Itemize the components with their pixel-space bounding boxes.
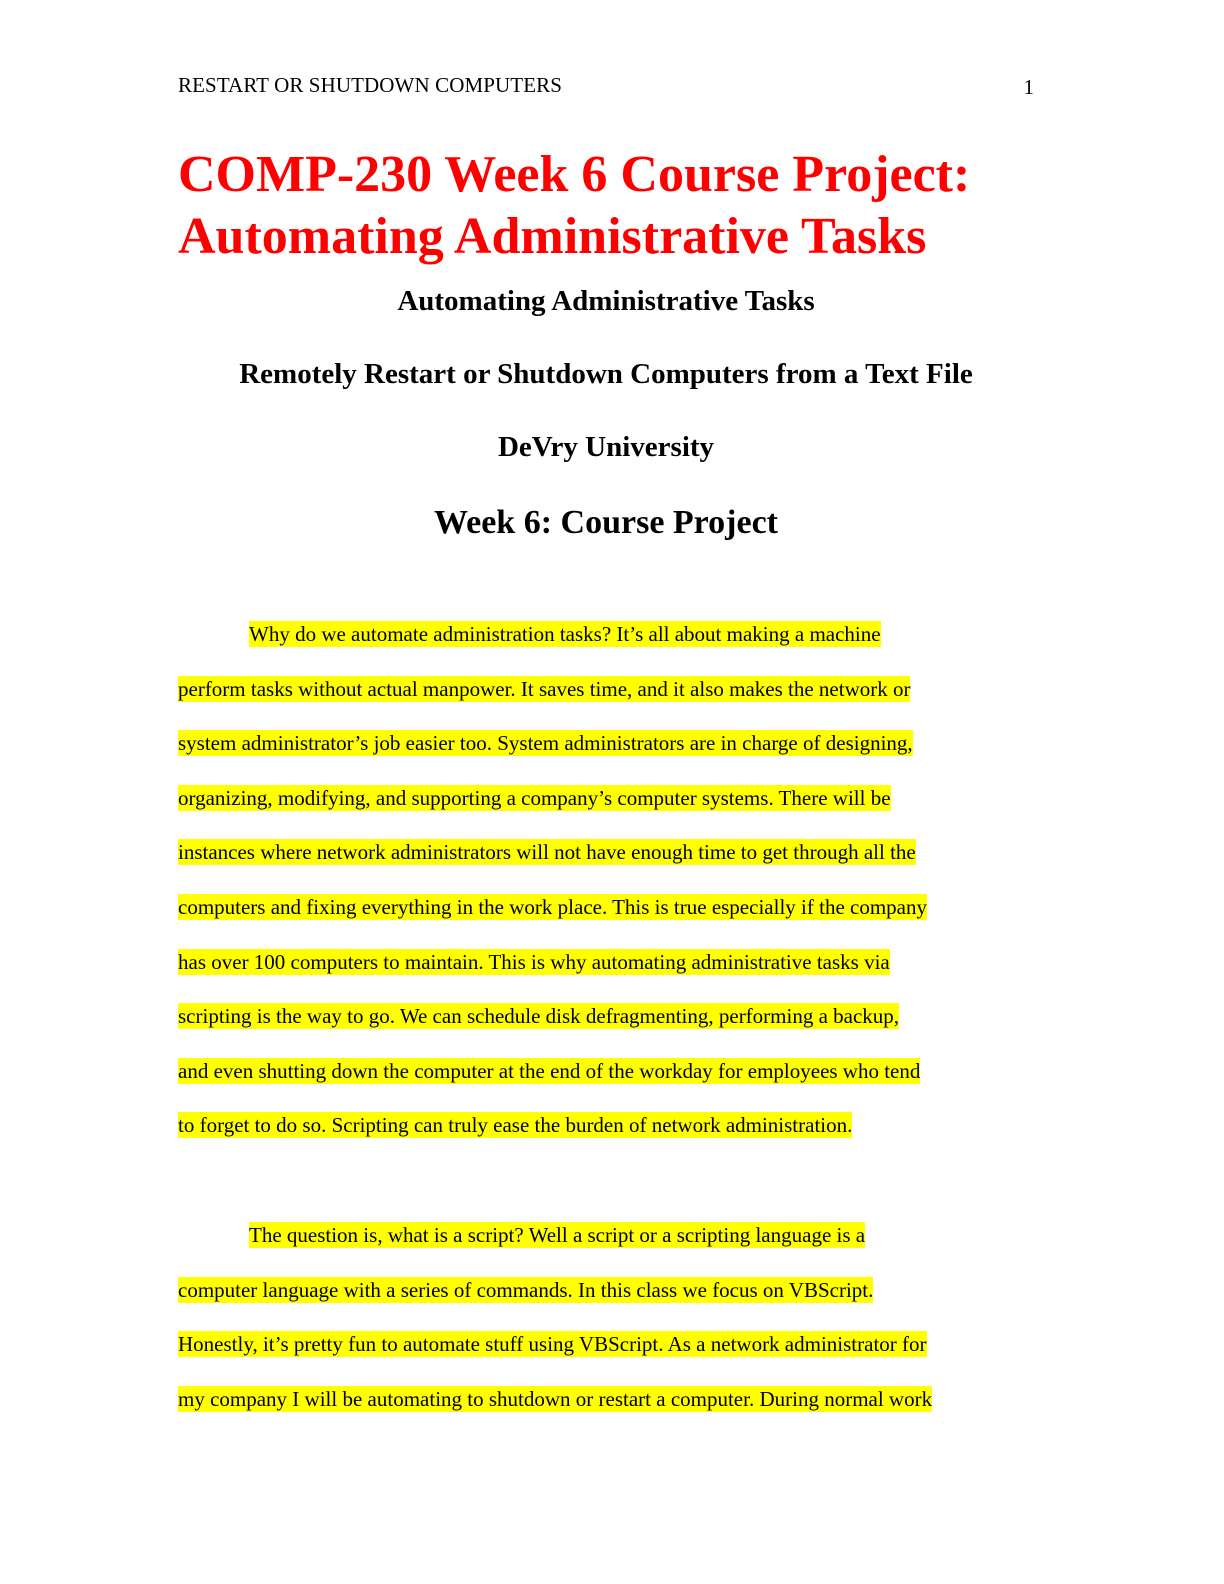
paragraph-line: my company I will be automating to shutdown or restart a computer. During normal work [178, 1387, 933, 1411]
main-title [178, 144, 1078, 268]
paragraph-line: The question is, what is a script? Well a script or a scripting language is a [249, 1223, 866, 1247]
paragraph-line: organizing, modifying, and supporting a company’s computer systems. There will be [178, 786, 891, 810]
main-title-line-1: COMP-230 Week 6 Course Project: [178, 146, 971, 203]
subtitle-topic: Automating Administrative Tasks [397, 285, 815, 317]
paragraph-line: Honestly, it’s pretty fun to automate stuff using VBScript. As a network administrator for [178, 1332, 927, 1356]
paragraph-line: system administrator’s job easier too. System administrators are in charge of designing, [178, 731, 913, 755]
subtitle-institution: DeVry University [497, 431, 715, 463]
page-number: 1 [1023, 75, 1034, 99]
running-head: RESTART OR SHUTDOWN COMPUTERS [178, 73, 563, 97]
paragraph-line: scripting is the way to go. We can schedule disk defragmenting, performing a backup, [178, 1004, 900, 1028]
paragraph-line: computer language with a series of commands. In this class we focus on VBScript. [178, 1278, 874, 1302]
paragraph-line: has over 100 computers to maintain. This is why automating administrative tasks via [178, 950, 890, 974]
subtitle-assignment: Week 6: Course Project [434, 504, 778, 541]
paragraph-line: instances where network administrators will not have enough time to get through all the [178, 840, 916, 864]
paragraph-line: to forget to do so. Scripting can truly ease the burden of network administration. [178, 1113, 853, 1137]
main-title-line-2: Automating Administrative Tasks [178, 208, 927, 265]
paragraph-line: perform tasks without actual manpower. It saves time, and it also makes the network or [178, 677, 911, 701]
subtitle-description: Remotely Restart or Shutdown Computers from a Text File [239, 358, 973, 390]
paragraph-line: computers and fixing everything in the work place. This is true especially if the company [178, 895, 927, 919]
paragraph-line: and even shutting down the computer at the end of the workday for employees who tend [178, 1059, 921, 1083]
paragraph-line: Why do we automate administration tasks? It’s all about making a machine [249, 622, 881, 646]
